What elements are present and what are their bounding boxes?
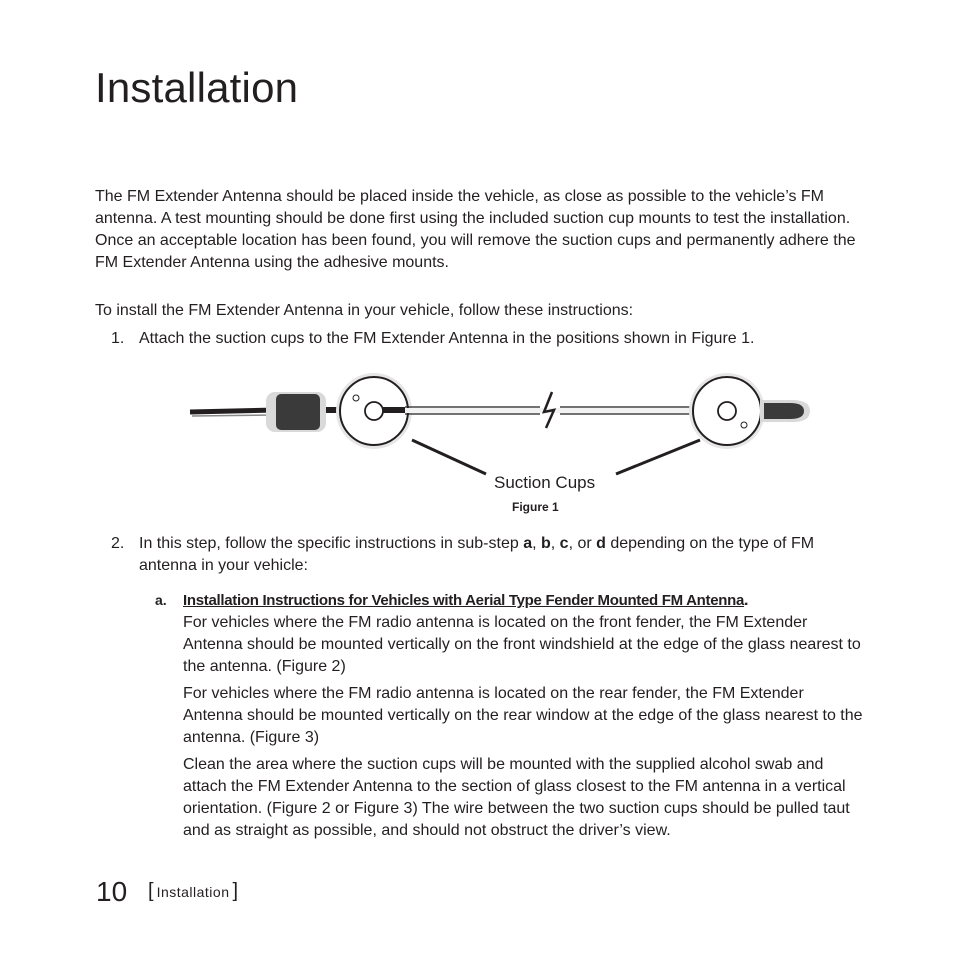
option-b: b	[540, 535, 551, 552]
ferrite-core	[266, 392, 326, 432]
figure-callout-label: Suction Cups	[494, 473, 596, 492]
callout-line-left	[412, 440, 486, 474]
footer-section-label: [ Installation ]	[148, 880, 239, 902]
intro-paragraph: The FM Extender Antenna should be placed inside the vehicle, as close as possible to the vehicle’s FM antenna. A test mounting should be done first using the included suction cup mounts to test the installation. Once an acceptable location has been found, you will remove the suction cups and permanently adhere the FM Extender Antenna using the adhesive mounts.	[95, 188, 856, 271]
callout-line-right	[616, 440, 700, 474]
wire-break-icon	[544, 392, 554, 428]
step-text: Attach the suction cups to the FM Extender Antenna in the positions shown in Figure 1.	[139, 330, 755, 347]
substep-a-paragraph-1: Installation Instructions for Vehicles with Aerial Type Fender Mounted FM Antenna. For vehicles where the FM radio antenna is located on the front fender, the FM Extender Antenna should be mounted vertically on the front windshield at the edge of the glass nearest to the antenna. (Figure 2)	[183, 592, 861, 675]
page-title: Installation	[95, 64, 299, 111]
option-d: d	[596, 535, 606, 552]
lead-in-text: To install the FM Extender Antenna in your vehicle, follow these instructions:	[95, 302, 634, 319]
suction-cup-right	[689, 373, 765, 449]
page-number: 10	[96, 876, 128, 907]
substep-a-paragraph-2: For vehicles where the FM radio antenna is located on the rear fender, the FM Extender Antenna should be mounted vertically on the rear window at the edge of the glass nearest to the antenna. (Figure 3)	[183, 685, 863, 746]
option-c: c	[559, 535, 569, 552]
substep-heading: Installation Instructions for Vehicles with Aerial Type Fender Mounted FM Antenna	[183, 592, 745, 609]
figure-1-antenna-illustration	[180, 364, 830, 524]
antenna-cable	[190, 410, 276, 412]
step-number: 2.	[111, 535, 125, 552]
option-a: a	[523, 535, 533, 552]
step-text: In this step, follow the specific instructions in sub-step a, b, c, or d depending on the type of FM antenna in your vehicle:	[139, 535, 815, 574]
substep-a-paragraph-3: Clean the area where the suction cups will be mounted with the supplied alcohol swab and attach the FM Extender Antenna to the section of glass closest to the FM antenna in a vertical orientation. (Figure 2 or Figure 3) The wire between the two suction cups should be pulled taut and as straight as possible, and should not obstruct the driver’s view.	[183, 756, 850, 839]
figure-caption: Figure 1	[512, 500, 559, 514]
antenna-end-cap	[760, 400, 810, 422]
step-number: 1.	[111, 330, 125, 347]
substep-letter: a.	[155, 592, 167, 608]
substep-text: For vehicles where the FM radio antenna is located on the front fender, the FM Extender Antenna should be mounted vertically on the front windshield at the edge of the glass nearest to the antenna. (Figure 2)	[183, 614, 861, 675]
